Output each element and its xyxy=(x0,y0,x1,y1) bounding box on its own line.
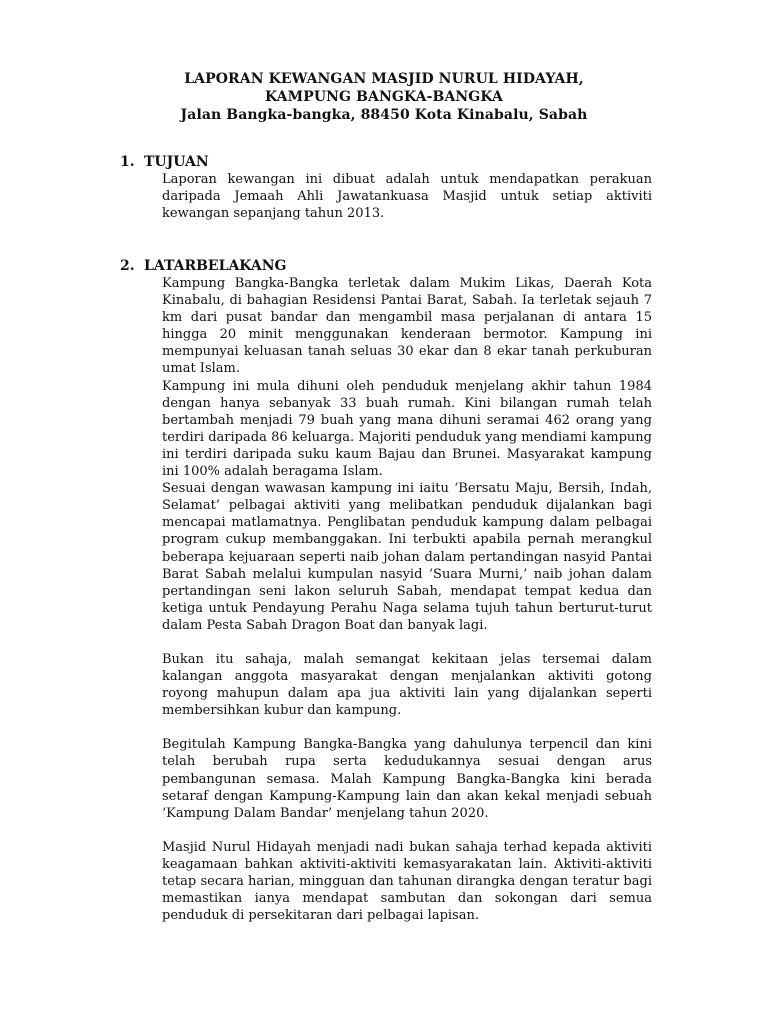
report-address: Jalan Bangka-bangka, 88450 Kota Kinabalu, Sabah xyxy=(180,107,588,123)
paragraph: Kampung ini mula dihuni oleh penduduk menjelang akhir tahun 1984 dengan hanya sebanyak 33 buah rumah. Kini bilangan rumah telah bertambah menjadi 79 buah yang mana dihuni seramai 462 orang yang terdiri daripada 86 keluarga. Majoriti penduduk yang mendiami kampung ini terdiri daripada suku kaum Bajau dan Brunei. Masyarakat kampung ini 100% adalah beragama Islam. xyxy=(162,378,652,480)
section-title: LATARBELAKANG xyxy=(144,258,287,274)
report-header xyxy=(0,70,768,124)
paragraph-gap xyxy=(162,719,652,736)
section-body xyxy=(162,171,652,222)
paragraph: Begitulah Kampung Bangka-Bangka yang dahulunya terpencil dan kini telah berubah rupa serta kedudukannya sesuai dengan arus pembangunan semasa. Malah Kampung Bangka-Bangka kini berada setaraf dengan Kampung-Kampung lain dan akan kekal menjadi sebuah ‘Kampung Dalam Bandar’ menjelang tahun 2020. xyxy=(162,737,652,821)
section-heading xyxy=(120,257,652,275)
paragraph: Sesuai dengan wawasan kampung ini iaitu ‘Bersatu Maju, Bersih, Indah, Selamat’ pelbagai aktiviti yang melibatkan penduduk dijalankan bagi mencapai matlamatnya. Penglibatan penduduk kampung dalam pelbagai program cukup membanggakan. Ini terbukti apabila pernah merangkul beberapa kejuaraan seperti naib johan dalam pertandingan nasyid Pantai Barat Sabah melalui kumpulan nasyid ‘Suara Murni,’ naib johan dalam pertandingan seni lakon seluruh Sabah, mendapat tempat kedua dan ketiga untuk Pendayung Perahu Naga selama tujuh tahun berturut-turut dalam Pesta Sabah Dragon Boat dan banyak lagi. xyxy=(162,481,652,633)
report-subtitle: KAMPUNG BANGKA-BANGKA xyxy=(264,89,504,105)
section-latarbelakang xyxy=(120,257,652,924)
paragraph: Masjid Nurul Hidayah menjadi nadi bukan sahaja terhad kepada aktiviti keagamaan bahkan aktiviti-aktiviti kemasyarakatan lain. Aktiviti-aktiviti tetap secara harian, mingguan dan tahunan dirangka dengan teratur bagi memastikan ianya mendapat sambutan dan sokongan dari semua penduduk di persekitaran dari pelbagai lapisan. xyxy=(162,839,652,924)
section-body xyxy=(162,275,652,924)
paragraph: Bukan itu sahaja, malah semangat kekitaan jelas tersemai dalam kalangan anggota masyarakat dengan menjalankan aktiviti gotong royong mahupun dalam apa jua aktiviti lain yang dijalankan seperti membersihkan kubur dan kampung. xyxy=(162,651,652,719)
report-title: LAPORAN KEWANGAN MASJID NURUL HIDAYAH, xyxy=(184,71,584,87)
paragraph: Kampung Bangka-Bangka terletak dalam Mukim Likas, Daerah Kota Kinabalu, di bahagian Residensi Pantai Barat, Sabah. Ia terletak sejauh 7 km dari pusat bandar dan mengambil masa perjalanan di antara 15 hingga 20 minit menggunakan kenderaan bermotor. Kampung ini mempunyai keluasan tanah seluas 30 ekar dan 8 ekar tanah perkuburan umat Islam. xyxy=(162,276,652,377)
section-number: 1. xyxy=(120,154,135,170)
section-tujuan xyxy=(120,153,652,222)
section-title: TUJUAN xyxy=(144,154,209,170)
section-heading xyxy=(120,153,652,171)
paragraph-gap xyxy=(162,822,652,839)
paragraph: Laporan kewangan ini dibuat adalah untuk mendapatkan perakuan daripada Jemaah Ahli Jawatankuasa Masjid untuk setiap aktiviti kewangan sepanjang tahun 2013. xyxy=(162,172,652,222)
section-number: 2. xyxy=(120,258,135,274)
paragraph-gap xyxy=(162,634,652,651)
